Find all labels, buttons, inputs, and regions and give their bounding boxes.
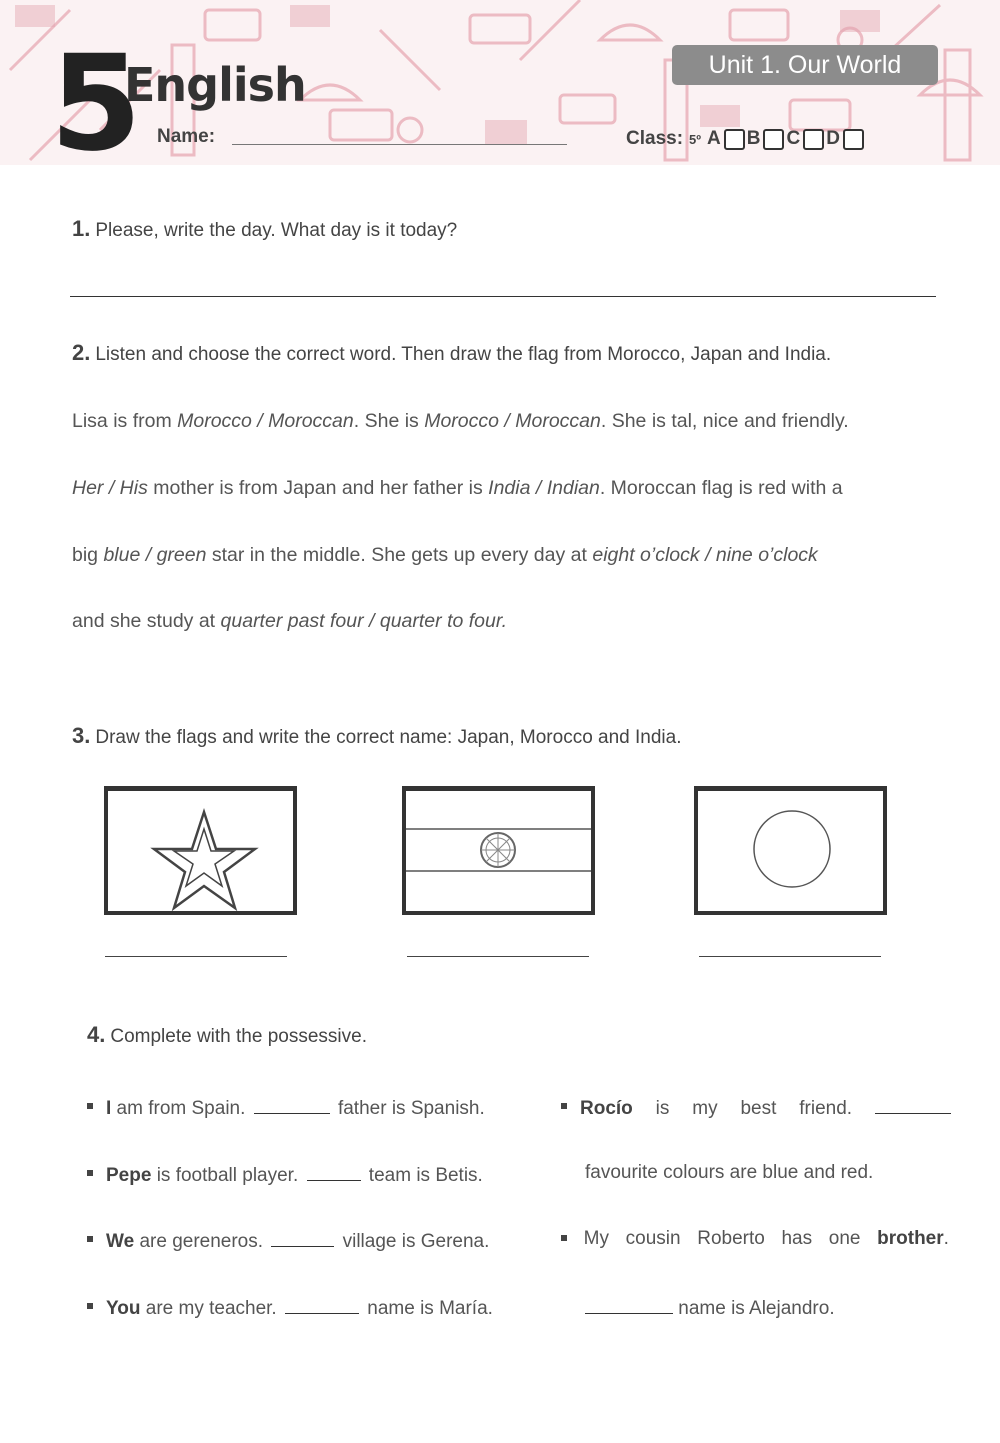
union-jack-icon [700, 105, 740, 127]
bus-icon [790, 100, 850, 130]
question-text: Please, write the day. What day is it today? [95, 220, 458, 241]
ashoka-wheel-icon [406, 791, 591, 911]
blank-field[interactable] [271, 1228, 334, 1247]
name-label: Name: [157, 126, 216, 147]
blank-field[interactable] [285, 1295, 359, 1314]
answer-line[interactable] [70, 296, 936, 297]
possessive-item-cont: favourite colours are blue and red. [585, 1162, 874, 1183]
paragraph-text: and she study at [72, 610, 221, 632]
paragraph-text: . She is [353, 410, 425, 432]
question-text: Draw the flags and write the correct name: Japan, Morocco and India. [95, 727, 682, 748]
star-icon [108, 791, 293, 911]
word-choice[interactable]: Her / His [72, 477, 148, 499]
class-d-checkbox[interactable] [843, 129, 864, 150]
flag-name-line[interactable] [699, 956, 881, 957]
circle-icon [698, 791, 883, 911]
bullet-icon [87, 1303, 93, 1309]
bus-icon [560, 95, 615, 123]
paragraph-text: star in the middle. She gets up every day at [206, 544, 593, 566]
question-1 [72, 216, 457, 242]
word-choice[interactable]: Morocco / Moroccan [424, 410, 601, 432]
union-jack-icon [290, 5, 330, 27]
class-b-checkbox[interactable] [763, 129, 784, 150]
class-option-label: A [707, 128, 721, 149]
possessive-item-right: My cousin Roberto has one brother. [561, 1228, 949, 1250]
blank-field[interactable] [307, 1162, 361, 1181]
word-choice[interactable]: India / Indian [488, 477, 600, 499]
possessive-item: I am from Spain. father is Spanish. [87, 1095, 485, 1120]
flag-name-line[interactable] [407, 956, 589, 957]
union-jack-icon [485, 120, 527, 144]
possessive-item-right: Rocío is my best friend. [561, 1095, 951, 1120]
question-2 [72, 340, 831, 366]
possessive-item-cont: name is Alejandro. [585, 1295, 835, 1320]
worksheet-header [0, 0, 1000, 165]
class-c-checkbox[interactable] [803, 129, 824, 150]
question-number: 2. [72, 340, 91, 365]
question-number: 3. [72, 723, 91, 748]
word-choice[interactable]: quarter past four / quarter to four. [220, 610, 508, 632]
bus-icon [330, 110, 392, 140]
question-4 [87, 1022, 367, 1048]
question-text: Listen and choose the correct word. Then draw the flag from Morocco, Japan and India. [95, 344, 832, 365]
blank-field[interactable] [585, 1295, 673, 1314]
flag-name-line[interactable] [105, 956, 287, 957]
possessive-item: You are my teacher. name is María. [87, 1295, 493, 1320]
class-grade: 5º [689, 131, 702, 147]
subject-title: English [124, 58, 306, 112]
class-a-checkbox[interactable] [724, 129, 745, 150]
question-number: 1. [72, 216, 91, 241]
possessive-item: Pepe is football player. team is Betis. [87, 1162, 483, 1187]
bus-icon [205, 10, 260, 40]
grade-number: 5 [50, 27, 138, 165]
bullet-icon [87, 1236, 93, 1242]
bus-icon [730, 10, 788, 40]
blank-field[interactable] [875, 1095, 951, 1114]
question-number: 4. [87, 1022, 106, 1047]
question-text: Complete with the possessive. [110, 1026, 367, 1047]
class-label: Class: [626, 128, 684, 149]
paragraph-line [72, 477, 843, 500]
union-jack-icon [840, 10, 880, 32]
paragraph-line [72, 410, 849, 433]
bullet-icon [561, 1235, 567, 1241]
word-choice[interactable]: blue / green [103, 544, 207, 566]
bullet-icon [87, 1170, 93, 1176]
paragraph-line [72, 544, 818, 567]
paragraph-text: . Moroccan flag is red with a [599, 477, 843, 499]
india-flag-outline[interactable] [402, 786, 595, 915]
japan-flag-outline[interactable] [694, 786, 887, 915]
bus-icon [470, 15, 530, 43]
blank-field[interactable] [254, 1095, 330, 1114]
paragraph-text: mother is from Japan and her father is [147, 477, 489, 499]
paragraph-text: . She is tal, nice and friendly. [600, 410, 849, 432]
question-3 [72, 723, 682, 749]
paragraph-text: Lisa is from [72, 410, 178, 432]
paragraph-line [72, 610, 507, 633]
bullet-icon [87, 1103, 93, 1109]
union-jack-icon [15, 5, 55, 27]
coin-icon [398, 118, 422, 142]
class-selector [626, 128, 866, 150]
unit-title-badge: Unit 1. Our World [672, 45, 938, 85]
class-option-label: B [746, 128, 761, 149]
word-choice[interactable]: Morocco / Moroccan [177, 410, 354, 432]
clock-tower-icon [945, 50, 970, 160]
word-choice[interactable]: eight o’clock / nine o’clock [592, 544, 818, 566]
paragraph-text: big [72, 544, 104, 566]
class-option-label: D [826, 128, 840, 149]
name-field-line[interactable] [232, 144, 567, 145]
bullet-icon [561, 1103, 567, 1109]
morocco-flag-outline[interactable] [104, 786, 297, 915]
possessive-item: We are gereneros. village is Gerena. [87, 1228, 489, 1253]
class-option-label: C [786, 128, 801, 149]
